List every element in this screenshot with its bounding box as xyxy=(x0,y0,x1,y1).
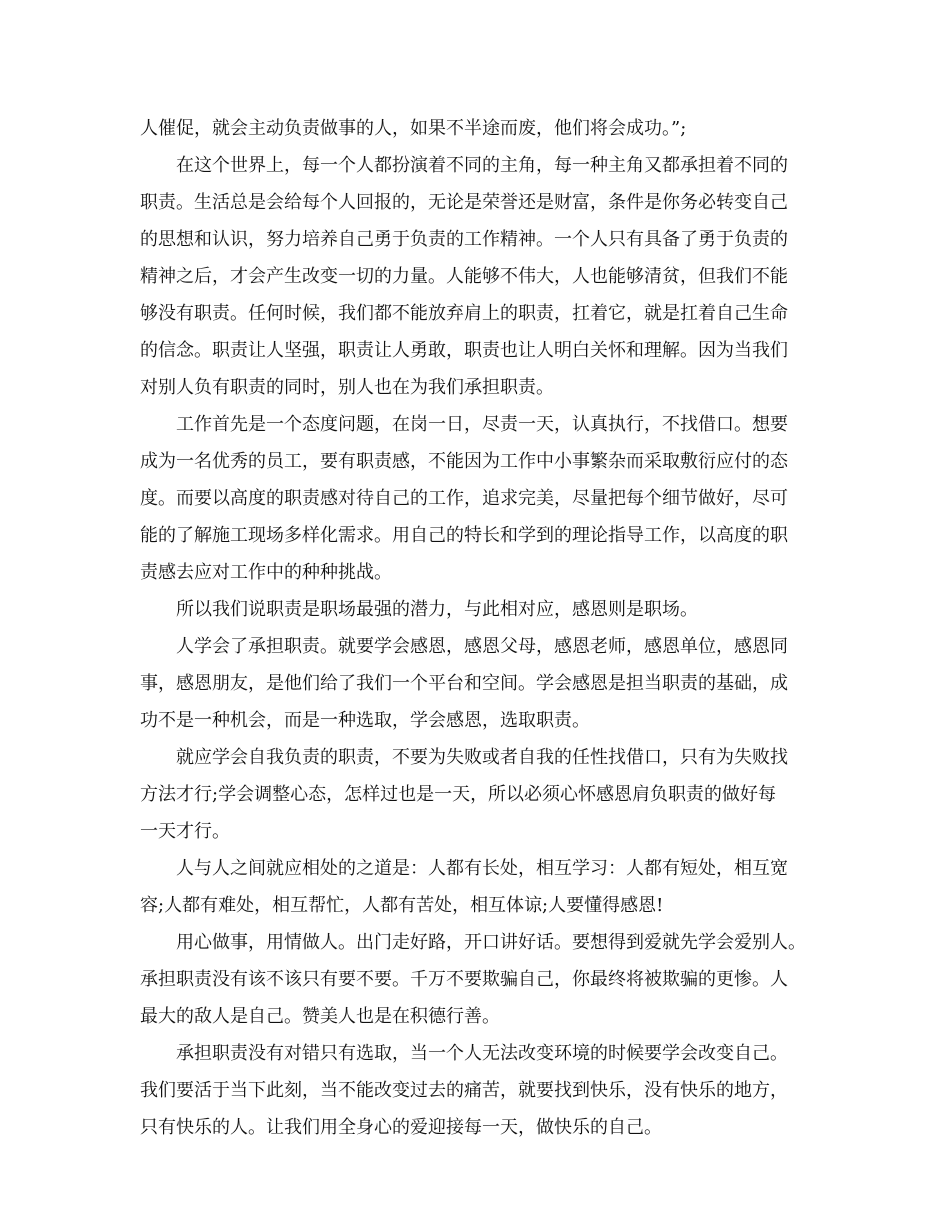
text-line: 只有快乐的人。让我们用全身心的爱迎接每一天，做快乐的自己。 xyxy=(140,1117,662,1138)
paragraph-first-line: 人与人之间就应相处的之道是：人都有长处，相互学习：人都有短处，相互宽 xyxy=(176,858,788,879)
paragraph-first-line: 在这个世界上，每一个人都扮演着不同的主角，每一种主角又都承担着不同的 xyxy=(176,155,788,176)
text-line: 的信念。职责让人坚强，职责让人勇敢，职责也让人明白关怀和理解。因为当我们 xyxy=(140,340,788,361)
text-line: 人催促，就会主动负责做事的人，如果不半途而废，他们将会成功。”; xyxy=(140,118,687,139)
text-line: 方法才行;学会调整心态，怎样过也是一天，所以必须心怀感恩肩负职责的做好每 xyxy=(140,784,777,805)
paragraph-first-line: 人学会了承担职责。就要学会感恩，感恩父母，感恩老师，感恩单位，感恩同 xyxy=(176,636,788,657)
text-line: 的思想和认识，努力培养自己勇于负责的工作精神。一个人只有具备了勇于负责的 xyxy=(140,229,788,250)
text-line: 一天才行。 xyxy=(140,821,230,842)
text-line: 成为一名优秀的员工，要有职责感，不能因为工作中小事繁杂而采取敷衍应付的态 xyxy=(140,451,788,472)
text-line: 够没有职责。任何时候，我们都不能放弃肩上的职责，扛着它，就是扛着自己生命 xyxy=(140,303,788,324)
paragraph-first-line: 承担职责没有对错只有选取，当一个人无法改变环境的时候要学会改变自己。 xyxy=(176,1043,788,1064)
text-line: 承担职责没有该不该只有要不要。千万不要欺骗自己，你最终将被欺骗的更惨。人 xyxy=(140,969,788,990)
text-line: 精神之后，才会产生改变一切的力量。人能够不伟大，人也能够清贫，但我们不能 xyxy=(140,266,788,287)
paragraph-first-line: 工作首先是一个态度问题，在岗一日，尽责一天，认真执行，不找借口。想要 xyxy=(176,414,788,435)
text-line: 最大的敌人是自己。赞美人也是在积德行善。 xyxy=(140,1006,500,1027)
text-line: 我们要活于当下此刻，当不能改变过去的痛苦，就要找到快乐，没有快乐的地方， xyxy=(140,1080,788,1101)
paragraph-first-line: 所以我们说职责是职场最强的潜力，与此相对应，感恩则是职场。 xyxy=(176,599,698,620)
text-line: 容;人都有难处，相互帮忙，人都有苦处，相互体谅;人要懂得感恩! xyxy=(140,895,664,916)
paragraph-first-line: 就应学会自我负责的职责，不要为失败或者自我的任性找借口，只有为失败找 xyxy=(176,747,788,768)
text-line: 责感去应对工作中的种种挑战。 xyxy=(140,562,392,583)
text-line: 度。而要以高度的职责感对待自己的工作，追求完美，尽量把每个细节做好，尽可 xyxy=(140,488,788,509)
text-line: 职责。生活总是会给每个人回报的，无论是荣誉还是财富，条件是你务必转变自己 xyxy=(140,192,788,213)
text-line: 对别人负有职责的同时，别人也在为我们承担职责。 xyxy=(140,377,554,398)
paragraph-first-line: 用心做事，用情做人。出门走好路，开口讲好话。要想得到爱就先学会爱别人。 xyxy=(176,932,806,953)
text-line: 事，感恩朋友，是他们给了我们一个平台和空间。学会感恩是担当职责的基础，成 xyxy=(140,673,788,694)
text-line: 功不是一种机会，而是一种选取，学会感恩，选取职责。 xyxy=(140,710,590,731)
text-line: 能的了解施工现场多样化需求。用自己的特长和学到的理论指导工作，以高度的职 xyxy=(140,525,788,546)
